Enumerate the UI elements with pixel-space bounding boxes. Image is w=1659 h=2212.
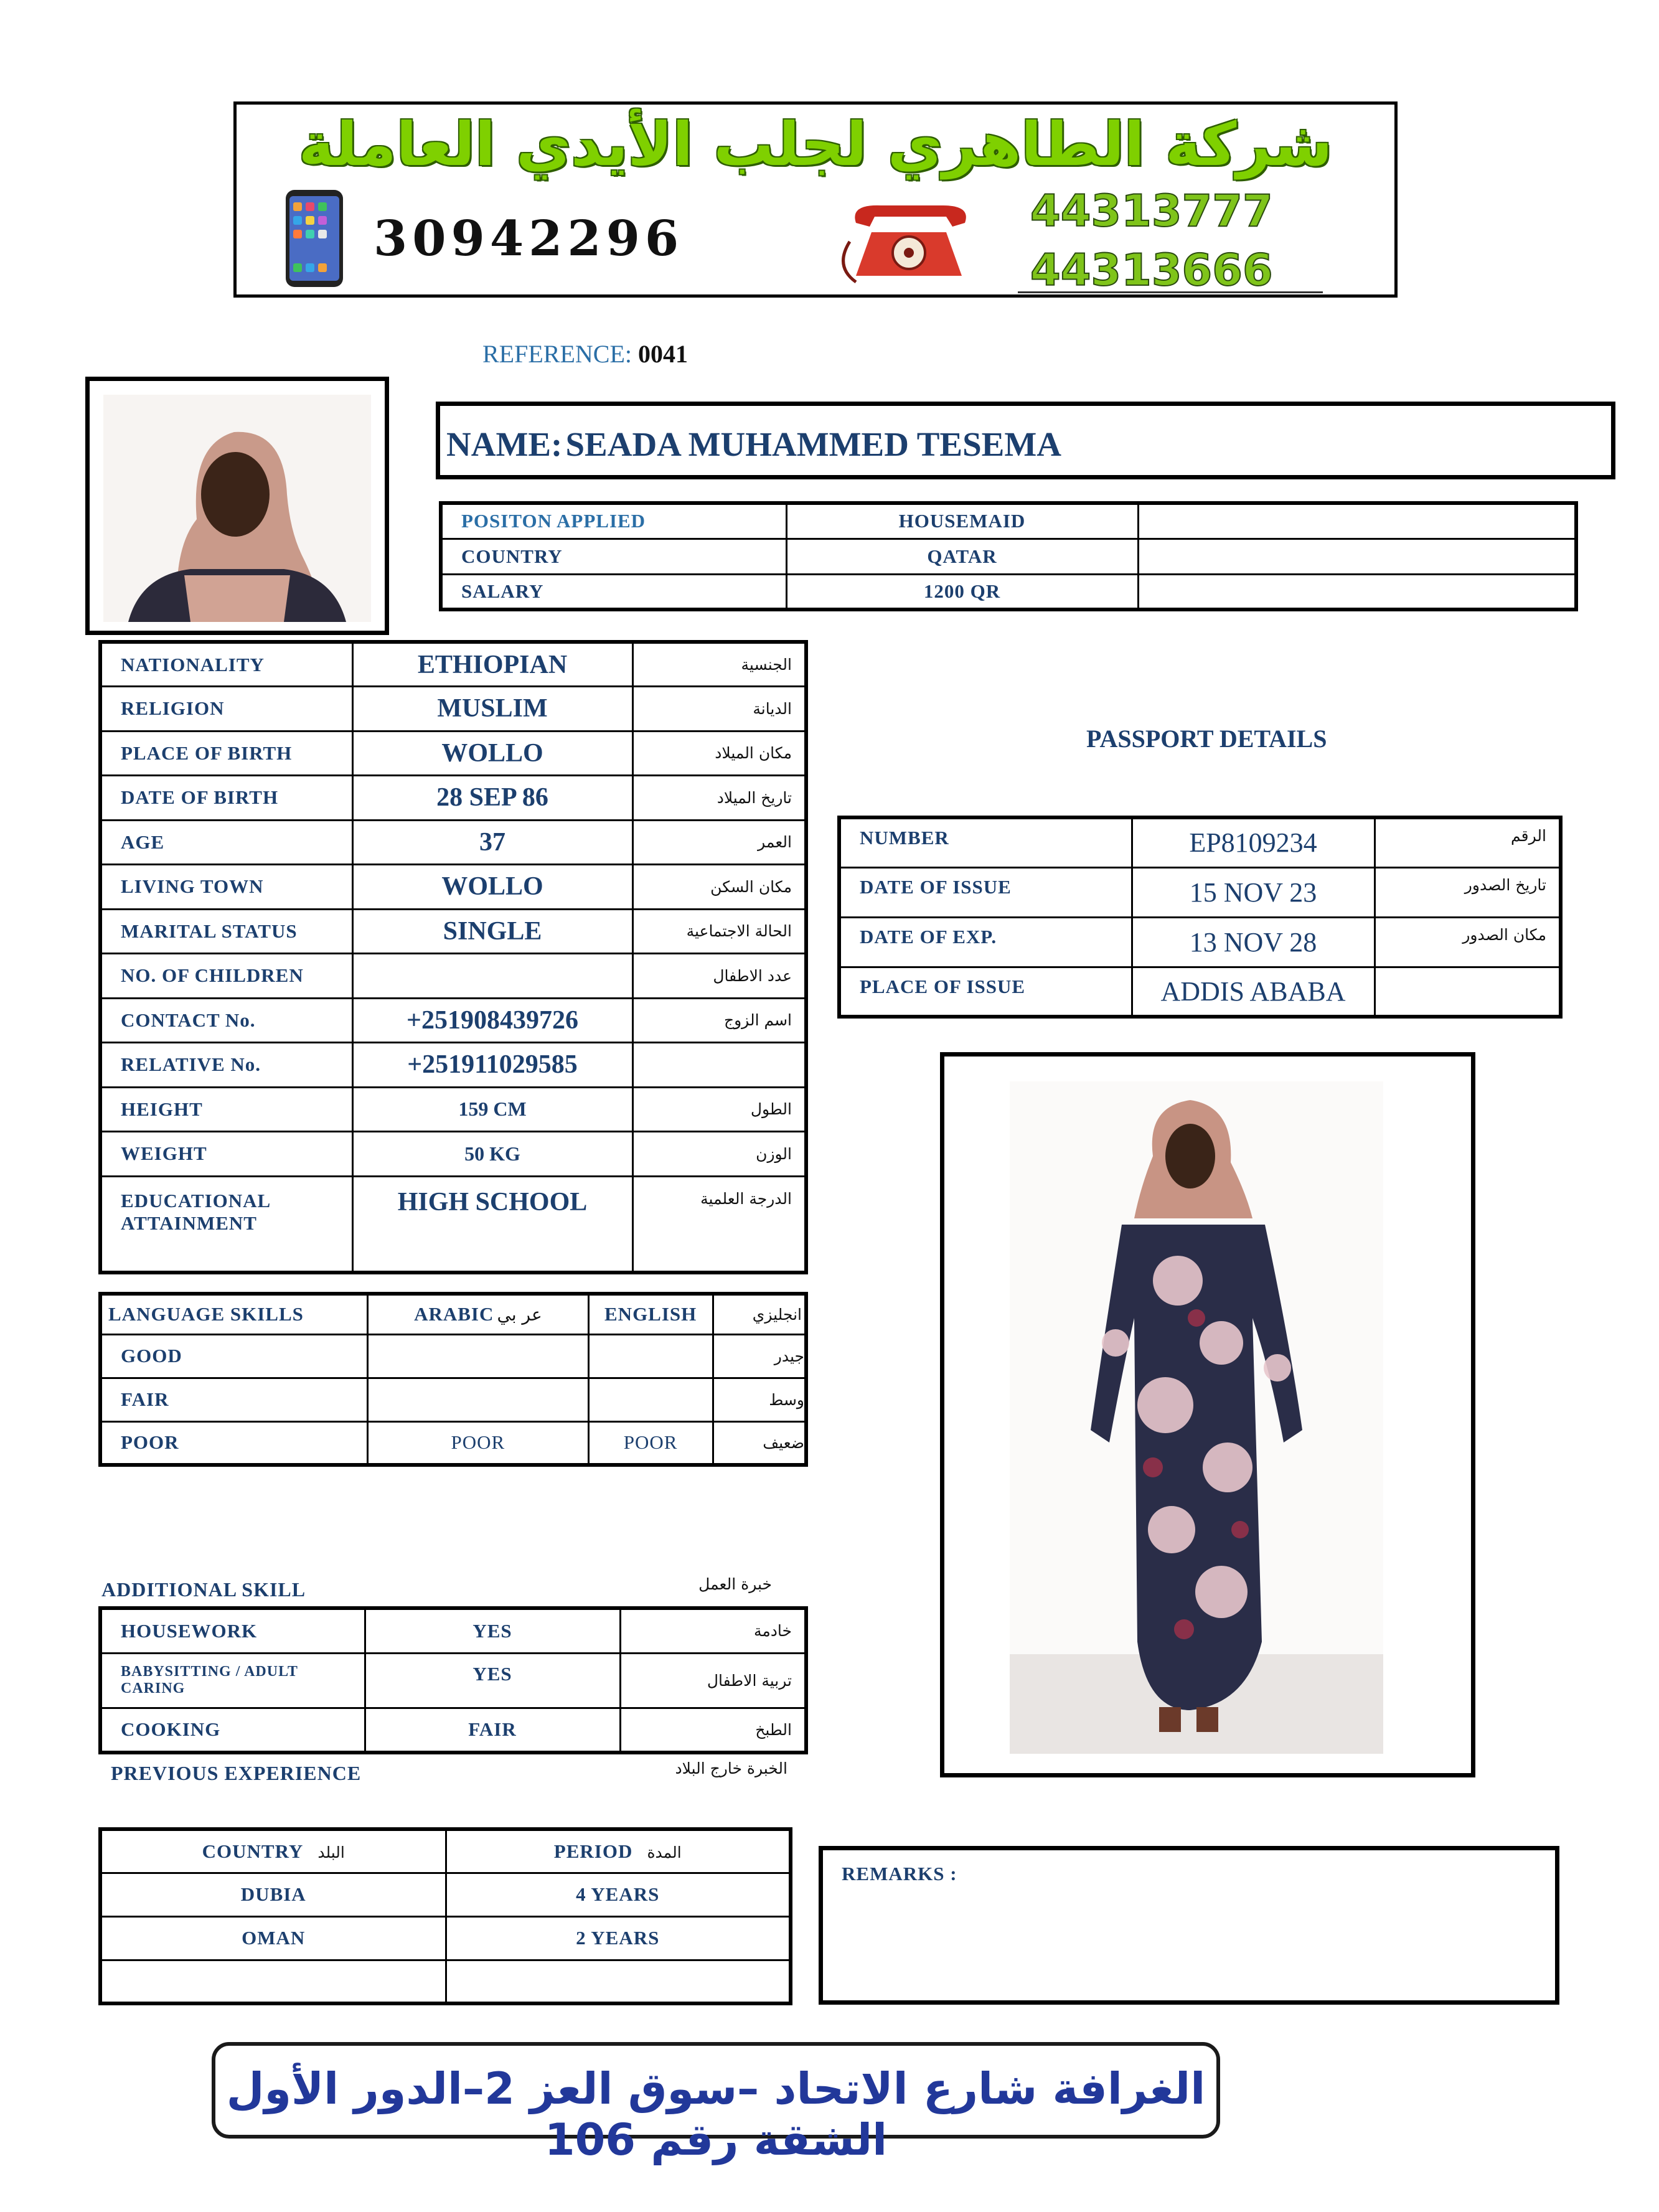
language-level-label-ar: جيدر (713, 1334, 806, 1378)
phone-number-1: 44313777 (1030, 186, 1273, 237)
personal-detail-row (100, 687, 806, 732)
previous-experience-table (98, 1827, 792, 2005)
personal-value: 28 SEP 86 (352, 776, 632, 821)
personal-detail-row (100, 1043, 806, 1088)
personal-label-ar: الطول (632, 1087, 806, 1132)
full-body-photo (1010, 1081, 1383, 1754)
experience-period (446, 1960, 791, 2003)
application-label: POSITON APPLIED (441, 503, 786, 539)
passport-label: NUMBER (839, 817, 1132, 867)
experience-country: OMAN (100, 1916, 446, 1960)
application-extra-cell (1138, 503, 1576, 539)
language-level-label-ar: وسط (713, 1378, 806, 1421)
personal-label: NATIONALITY (100, 642, 352, 687)
experience-period: 2 YEARS (446, 1916, 791, 1960)
experience-row (100, 1916, 791, 1960)
personal-label-ar: الدرجة العلمية (632, 1176, 806, 1273)
personal-detail-row (100, 865, 806, 910)
passport-row (839, 817, 1561, 867)
passport-value: 15 NOV 23 (1132, 867, 1375, 917)
experience-country (100, 1960, 446, 2003)
portrait-photo-frame (85, 377, 389, 635)
passport-value: 13 NOV 28 (1132, 917, 1375, 967)
skill-row (100, 1708, 806, 1753)
english-level-cell (588, 1378, 713, 1421)
arabic-label: ARABIC (414, 1303, 494, 1325)
reference-line (482, 339, 688, 369)
passport-label-ar: مكان الصدور (1375, 917, 1561, 967)
personal-value: 50 KG (352, 1132, 632, 1177)
application-extra-cell (1138, 574, 1576, 609)
personal-details-table (98, 640, 808, 1274)
personal-label: MARITAL STATUS (100, 909, 352, 954)
name-label: NAME: (446, 425, 563, 463)
additional-skill-table (98, 1606, 808, 1754)
footer-address-box (212, 2042, 1220, 2165)
passport-value: EP8109234 (1132, 817, 1375, 867)
company-name: شركة الطاهري لجلب الأيدي العاملة (298, 110, 1333, 179)
full-body-photo-frame (940, 1052, 1475, 1777)
personal-label-ar: عدد الاطفال (632, 954, 806, 999)
personal-value: HIGH SCHOOL (352, 1176, 632, 1273)
experience-header-row (100, 1829, 791, 1873)
personal-label-ar: مكان الميلاد (632, 731, 806, 776)
skill-value: YES (365, 1653, 620, 1708)
personal-label-ar: مكان السكن (632, 865, 806, 910)
personal-value: MUSLIM (352, 687, 632, 732)
personal-label: WEIGHT (100, 1132, 352, 1177)
portrait-photo (103, 395, 371, 622)
skill-label-ar: خادمة (620, 1608, 806, 1653)
personal-detail-row (100, 731, 806, 776)
remarks-box (819, 1846, 1559, 2005)
personal-value (352, 954, 632, 999)
personal-label-ar: الحالة الاجتماعية (632, 909, 806, 954)
application-value: QATAR (786, 539, 1138, 574)
personal-label: CONTACT No. (100, 998, 352, 1043)
application-label: SALARY (441, 574, 786, 609)
language-header-row (100, 1294, 806, 1334)
personal-label-ar: الوزن (632, 1132, 806, 1177)
arabic-label-ar: عر بي (497, 1304, 542, 1325)
skill-value: FAIR (365, 1708, 620, 1753)
passport-table (837, 816, 1563, 1019)
previous-experience-title-ar: الخبرة خارج البلاد (675, 1759, 787, 1777)
application-extra-cell (1138, 539, 1576, 574)
experience-period: 4 YEARS (446, 1873, 791, 1916)
language-level-label: FAIR (100, 1378, 368, 1421)
personal-label: EDUCATIONAL ATTAINMENT (100, 1176, 352, 1273)
personal-label-ar: الديانة (632, 687, 806, 732)
arabic-level-cell: POOR (368, 1421, 589, 1465)
english-column-header: ENGLISH (588, 1294, 713, 1334)
telephone-icon (837, 198, 980, 285)
skill-row (100, 1608, 806, 1653)
application-value: HOUSEMAID (786, 503, 1138, 539)
application-value: 1200 QR (786, 574, 1138, 609)
personal-label: RELIGION (100, 687, 352, 732)
skill-value: YES (365, 1608, 620, 1653)
passport-row (839, 867, 1561, 917)
arabic-column-header (368, 1294, 589, 1334)
mobile-number: 30942296 (374, 210, 684, 267)
english-level-cell (588, 1334, 713, 1378)
skill-label: COOKING (100, 1708, 365, 1753)
passport-label-ar: الرقم (1375, 817, 1561, 867)
experience-country: DUBIA (100, 1873, 446, 1916)
personal-value: ETHIOPIAN (352, 642, 632, 687)
application-row (441, 539, 1576, 574)
application-row (441, 574, 1576, 609)
personal-detail-row (100, 998, 806, 1043)
personal-detail-row (100, 776, 806, 821)
application-row (441, 503, 1576, 539)
language-level-label: POOR (100, 1421, 368, 1465)
personal-detail-row (100, 1087, 806, 1132)
personal-value: WOLLO (352, 731, 632, 776)
arabic-level-cell (368, 1334, 589, 1378)
personal-label-ar: العمر (632, 820, 806, 865)
previous-experience-title: PREVIOUS EXPERIENCE (111, 1762, 362, 1784)
phone-underline (1018, 291, 1323, 293)
reference-label: REFERENCE: (482, 340, 632, 368)
personal-detail-row (100, 642, 806, 687)
footer-address: الغرافة شارع الاتحاد –سوق العز 2–الدور الأول الشقة رقم 106 (226, 2063, 1206, 2165)
period-header-label: PERIOD (553, 1840, 633, 1862)
language-level-label: GOOD (100, 1334, 368, 1378)
experience-row (100, 1873, 791, 1916)
remarks-label: REMARKS : (842, 1863, 957, 1885)
company-banner (233, 101, 1398, 298)
personal-label-ar (632, 1043, 806, 1088)
personal-value: SINGLE (352, 909, 632, 954)
smartphone-icon (283, 189, 345, 288)
passport-label: DATE OF EXP. (839, 917, 1132, 967)
country-header-label: COUNTRY (202, 1840, 304, 1862)
personal-value: WOLLO (352, 865, 632, 910)
personal-value: 159 CM (352, 1087, 632, 1132)
passport-row (839, 967, 1561, 1017)
personal-value: 37 (352, 820, 632, 865)
name-box (436, 402, 1615, 479)
arabic-level-cell (368, 1378, 589, 1421)
personal-detail-row (100, 909, 806, 954)
passport-label-ar (1375, 967, 1561, 1017)
country-header-label-ar: البلد (317, 1843, 345, 1861)
additional-skill-title-ar: خبرة العمل (698, 1575, 772, 1593)
passport-label: PLACE OF ISSUE (839, 967, 1132, 1017)
reference-value: 0041 (638, 340, 689, 368)
passport-label: DATE OF ISSUE (839, 867, 1132, 917)
country-column-header (100, 1829, 446, 1873)
language-level-label-ar: ضعيف (713, 1421, 806, 1465)
personal-label: NO. OF CHILDREN (100, 954, 352, 999)
skill-row (100, 1653, 806, 1708)
personal-label-ar: الجنسية (632, 642, 806, 687)
personal-value: +251911029585 (352, 1043, 632, 1088)
period-column-header (446, 1829, 791, 1873)
personal-label: LIVING TOWN (100, 865, 352, 910)
english-column-header-ar: انجليزي (713, 1294, 806, 1334)
language-row-poor (100, 1421, 806, 1465)
passport-value: ADDIS ABABA (1132, 967, 1375, 1017)
additional-skill-title: ADDITIONAL SKILL (101, 1578, 306, 1601)
language-row-good (100, 1334, 806, 1378)
personal-label: HEIGHT (100, 1087, 352, 1132)
personal-detail-row (100, 820, 806, 865)
application-table (439, 501, 1578, 611)
name-value: SEADA MUHAMMED TESEMA (565, 425, 1061, 463)
application-label: COUNTRY (441, 539, 786, 574)
passport-details-title: PASSPORT DETAILS (1086, 725, 1327, 753)
personal-value: +251908439726 (352, 998, 632, 1043)
phone-number-2: 44313666 (1030, 245, 1273, 296)
personal-label-ar: تاريخ الميلاد (632, 776, 806, 821)
personal-label: AGE (100, 820, 352, 865)
period-header-label-ar: المدة (647, 1843, 682, 1861)
passport-row (839, 917, 1561, 967)
language-skills-table (98, 1292, 808, 1467)
skill-label-ar: تربية الاطفال (620, 1653, 806, 1708)
english-level-cell: POOR (588, 1421, 713, 1465)
personal-detail-row (100, 1132, 806, 1177)
experience-row (100, 1960, 791, 2003)
personal-label: DATE OF BIRTH (100, 776, 352, 821)
skill-label: BABYSITTING / ADULT CARING (100, 1653, 365, 1708)
personal-label: RELATIVE No. (100, 1043, 352, 1088)
personal-label: PLACE OF BIRTH (100, 731, 352, 776)
personal-label-ar: اسم الزوج (632, 998, 806, 1043)
skill-label: HOUSEWORK (100, 1608, 365, 1653)
skill-label-ar: الطبخ (620, 1708, 806, 1753)
language-skills-label: LANGUAGE SKILLS (100, 1294, 368, 1334)
language-row-fair (100, 1378, 806, 1421)
personal-detail-row (100, 1176, 806, 1273)
passport-label-ar: تاريخ الصدور (1375, 867, 1561, 917)
personal-detail-row (100, 954, 806, 999)
